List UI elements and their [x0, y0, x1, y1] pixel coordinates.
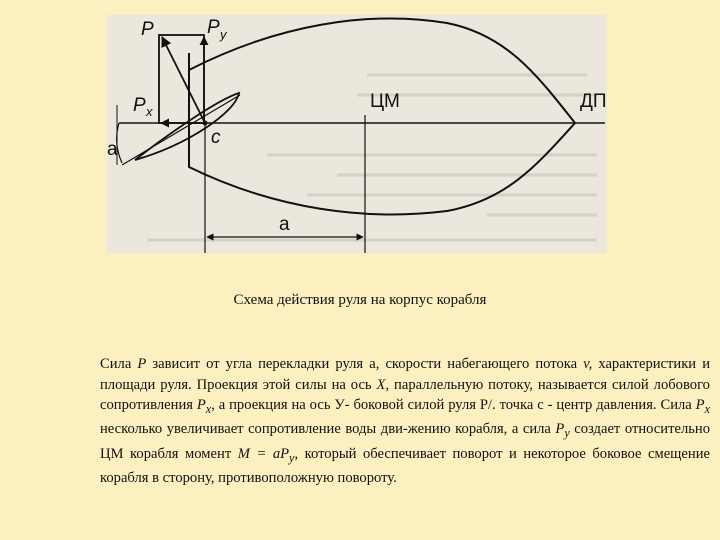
- symbol-px-sub: x: [205, 401, 212, 416]
- symbol-p: P: [137, 356, 147, 372]
- label-p: P: [141, 19, 154, 40]
- formula-m: M = a: [237, 445, 281, 462]
- label-px: P: [133, 95, 146, 116]
- symbol-x: X,: [376, 376, 390, 393]
- text-run: , который обеспечивает поворот и некоторое боковое смещение корабля в сторону, противоположную повороту.: [100, 445, 710, 487]
- symbol-py-sub: y: [289, 450, 295, 465]
- body-text: [100, 354, 710, 489]
- symbol-v: v,: [583, 356, 593, 372]
- text-run: создает относительно ЦМ корабля момент: [100, 421, 710, 462]
- symbol-py-sub: y: [564, 426, 570, 441]
- text-run: несколько увеличивает сопротивление воды дви-жению корабля, а сила: [100, 421, 556, 438]
- label-py-sub: y: [220, 27, 227, 42]
- text-run: , а проекция на ось У- боковой силой руля Р/. точка с - центр давления. Сила: [211, 397, 696, 413]
- text-run: характеристики и площади руля. Проекция этой силы на ось: [100, 356, 711, 393]
- pressure-center-dot: [203, 121, 208, 126]
- symbol-py: P: [555, 421, 565, 438]
- label-px-sub: x: [146, 104, 153, 119]
- symbol-px: P: [196, 397, 206, 413]
- label-cm: ЦМ: [370, 91, 400, 112]
- symbol-px-sub: x: [704, 401, 710, 416]
- label-c: c: [211, 127, 221, 148]
- figure-caption: Схема действия руля на корпус корабля: [233, 292, 487, 308]
- text-run: Сила: [100, 356, 138, 372]
- label-py: P: [207, 17, 220, 38]
- label-dp: ДП: [580, 91, 607, 112]
- symbol-px: P: [695, 397, 705, 413]
- scan-background: [107, 15, 607, 253]
- rudder-diagram: [107, 15, 607, 253]
- text-run: зависит от угла перекладки руля а, скорости набегающего потока: [146, 356, 584, 372]
- label-alpha: a: [107, 139, 118, 160]
- text-run: параллельную потоку, называется силой лобового сопротивления: [100, 376, 710, 413]
- label-a: a: [279, 214, 290, 235]
- rudder-diagram-svg: [107, 15, 607, 253]
- symbol-py: P: [280, 445, 290, 462]
- body-paragraph: [100, 354, 710, 489]
